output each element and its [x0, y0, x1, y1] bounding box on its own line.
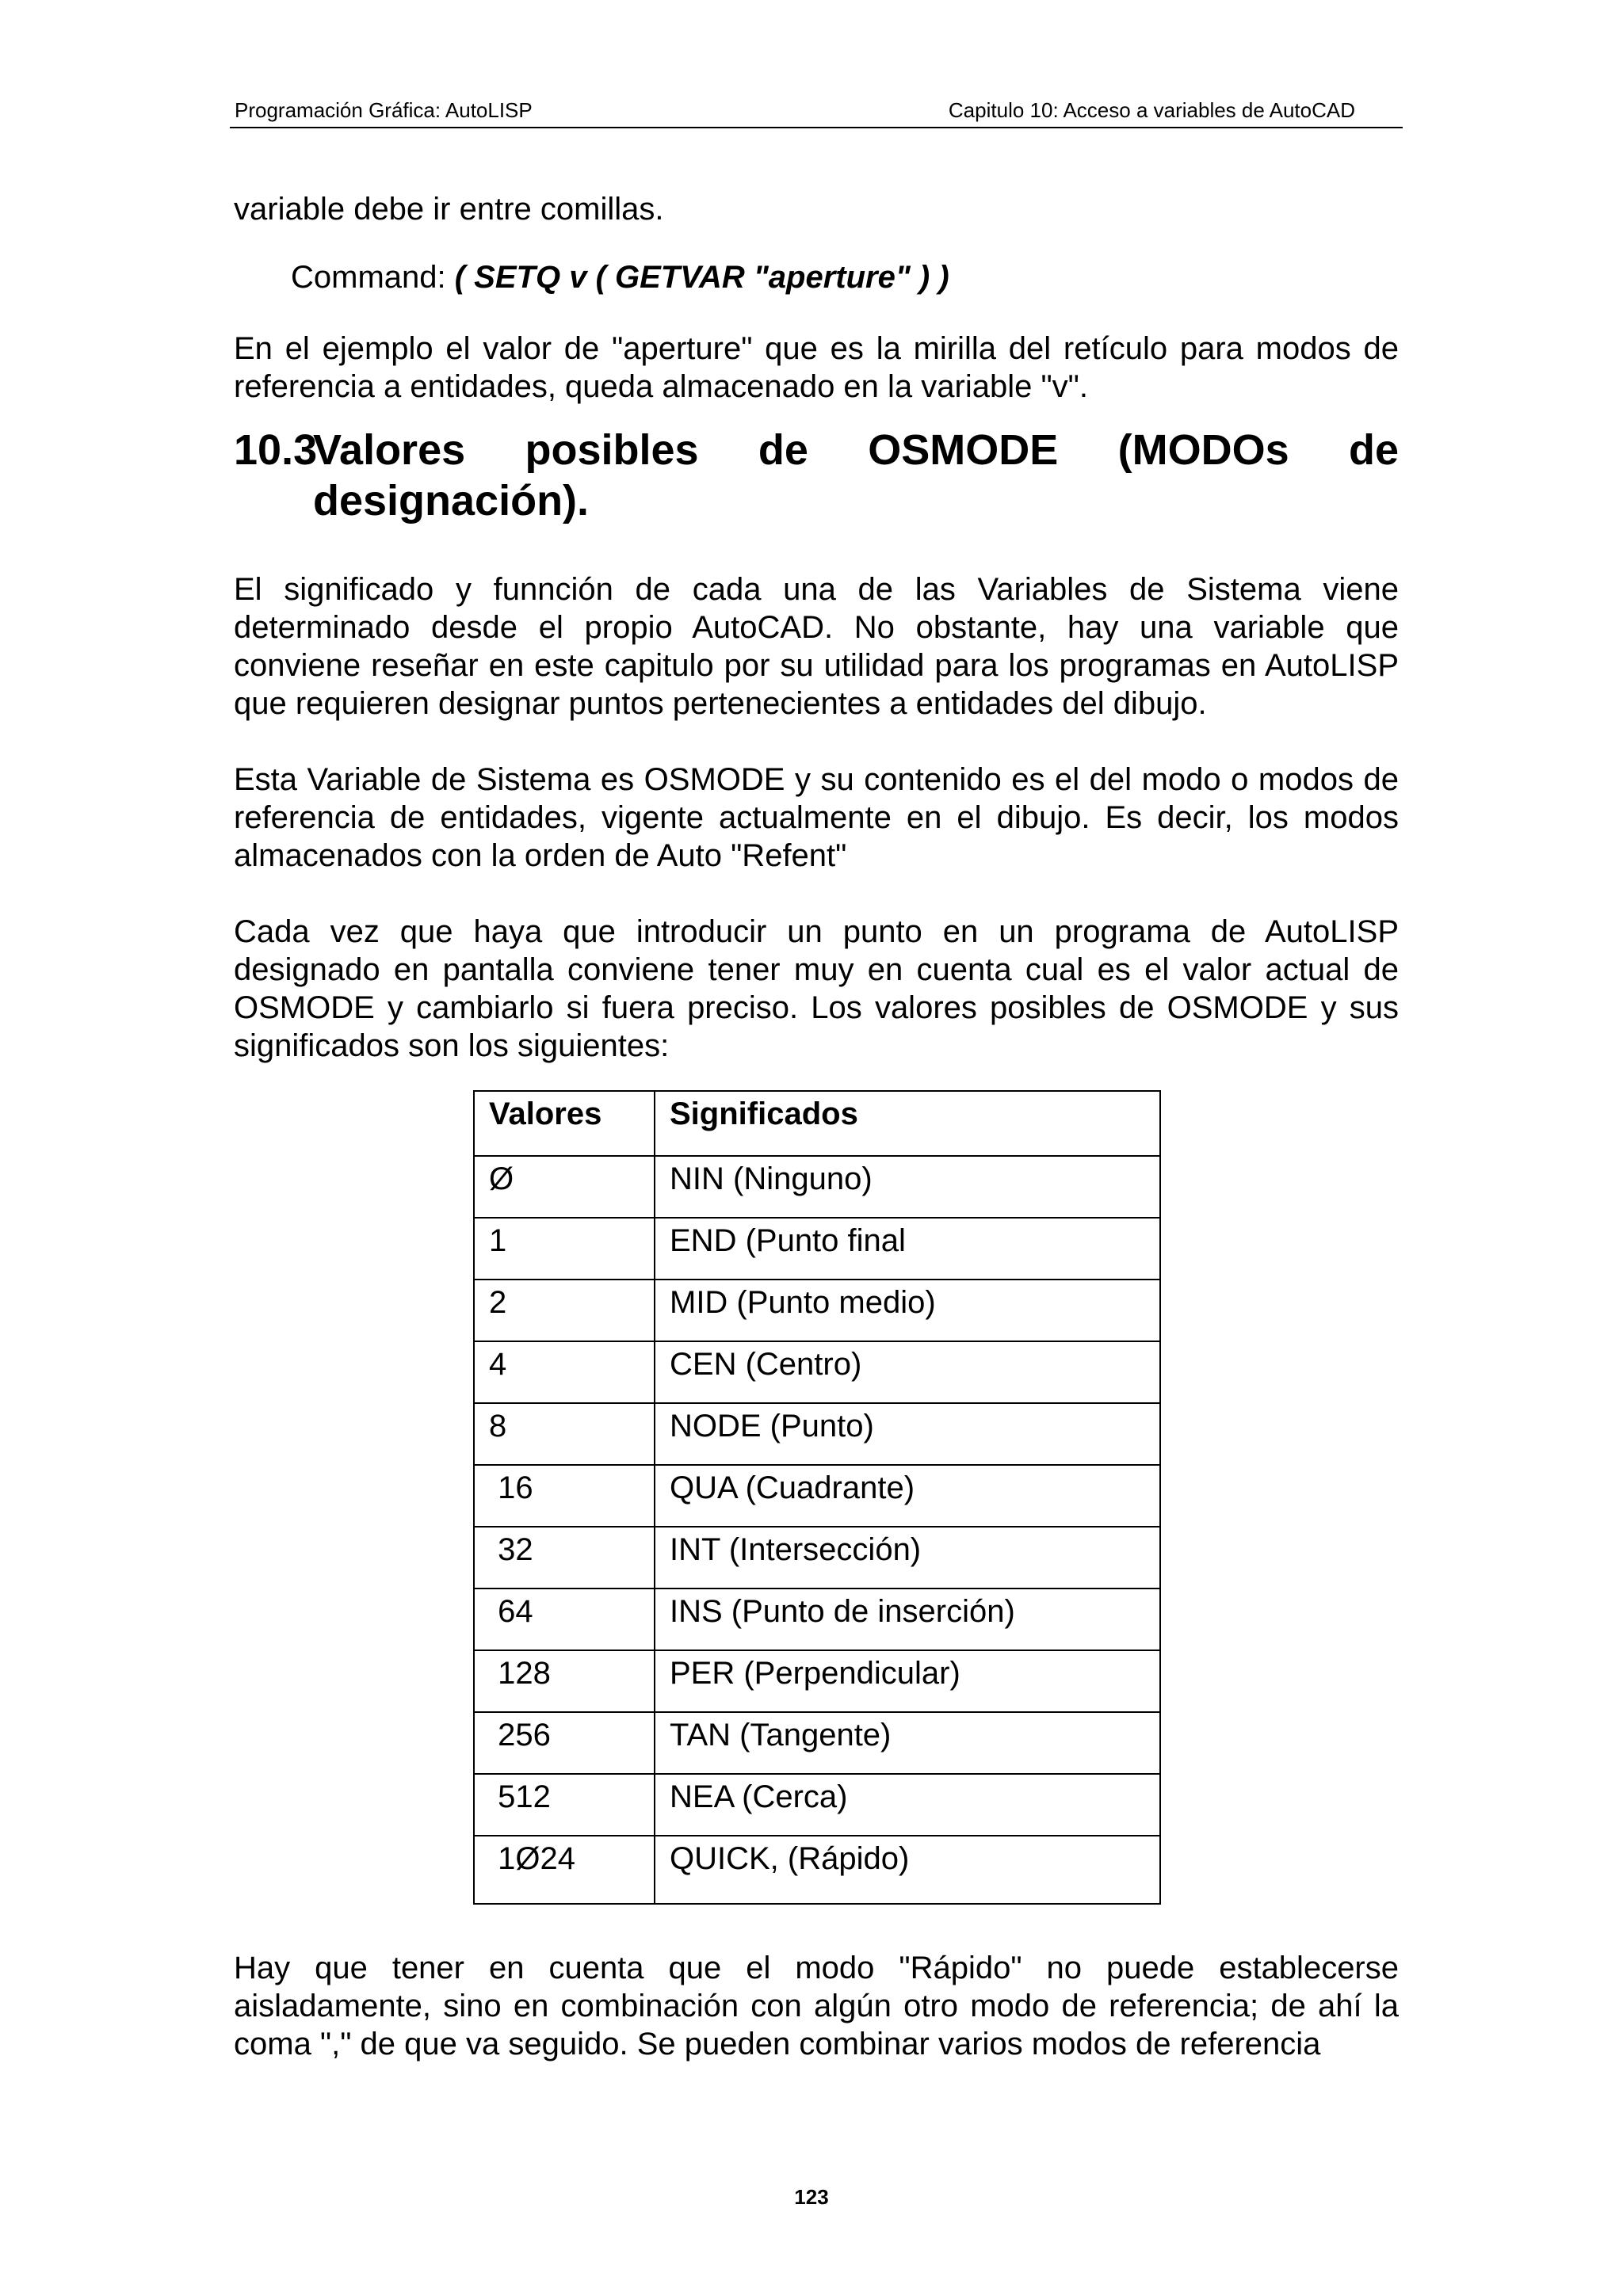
paragraph-3: Cada vez que haya que introducir un punto en un programa de AutoLISP designado en pantalla conviene tener muy en cuenta cual es el valor actual de OSMODE y cambiarlo si fuera preciso. Los valores posibles de OSMODE y sus significados son los siguientes: — [234, 914, 1399, 1063]
table-cell-value: 512 — [474, 1774, 655, 1836]
table-cell-value: 4 — [474, 1341, 655, 1403]
column-header-significados: Significados — [655, 1091, 1160, 1156]
table-cell-meaning: CEN (Centro) — [655, 1341, 1160, 1403]
example-explanation: En el ejemplo el valor de "aperture" que es la mirilla del retículo para modos de referencia a entidades, queda almacenado en la variable "v". — [234, 331, 1399, 404]
table-row — [474, 1774, 1160, 1836]
table-cell-meaning: END (Punto final — [655, 1218, 1160, 1280]
table-cell-value: 128 — [474, 1650, 655, 1712]
table-row — [474, 1589, 1160, 1650]
section-number: 10.3 — [234, 426, 318, 474]
table-row — [474, 1156, 1160, 1218]
table-cell-value: 1Ø24 — [474, 1836, 655, 1904]
table-cell-value: 2 — [474, 1280, 655, 1341]
header-left: Programación Gráfica: AutoLISP — [235, 98, 533, 122]
table-cell-meaning: NIN (Ninguno) — [655, 1156, 1160, 1218]
table-cell-meaning: QUICK, (Rápido) — [655, 1836, 1160, 1904]
table-row — [474, 1280, 1160, 1341]
table-cell-meaning: PER (Perpendicular) — [655, 1650, 1160, 1712]
table-cell-meaning: MID (Punto medio) — [655, 1280, 1160, 1341]
table-cell-meaning: NODE (Punto) — [655, 1403, 1160, 1465]
intro-text: variable debe ir entre comillas. — [234, 192, 664, 227]
command-example — [291, 258, 1399, 296]
page-content — [234, 190, 1399, 2063]
table-cell-value: Ø — [474, 1156, 655, 1218]
table-cell-meaning: INS (Punto de inserción) — [655, 1589, 1160, 1650]
table-header-row — [474, 1091, 1160, 1156]
table-row — [474, 1527, 1160, 1589]
table-cell-meaning: QUA (Cuadrante) — [655, 1465, 1160, 1527]
table-row — [474, 1218, 1160, 1280]
section-title-line1: Valores posibles de OSMODE (MODOs de — [313, 426, 1399, 474]
table-row — [474, 1836, 1160, 1904]
paragraph-2: Esta Variable de Sistema es OSMODE y su contenido es el del modo o modos de referencia de entidades, vigente actualmente en el dibujo. Es decir, los modos almacenados con la orden de Auto "Refent" — [234, 762, 1399, 873]
section-heading — [234, 425, 1399, 526]
command-code: ( SETQ v ( GETVAR "aperture" ) ) — [454, 260, 949, 295]
table-cell-meaning: NEA (Cerca) — [655, 1774, 1160, 1836]
page-header — [230, 95, 1403, 128]
paragraph-1: El significado y funnción de cada una de las Variables de Sistema viene determinado desde el propio AutoCAD. No obstante, hay una variable que conviene reseñar en este capitulo por su utilidad para los programas en AutoLISP que requieren designar puntos pertenecientes a entidades del dibujo. — [234, 572, 1399, 721]
table-cell-value: 32 — [474, 1527, 655, 1589]
table-cell-value: 16 — [474, 1465, 655, 1527]
table-row — [474, 1341, 1160, 1403]
table-row — [474, 1403, 1160, 1465]
header-right: Capitulo 10: Acceso a variables de AutoCAD — [948, 98, 1355, 122]
command-prefix: Command: — [291, 260, 455, 295]
page-number: 123 — [794, 2185, 829, 2209]
table-cell-value: 64 — [474, 1589, 655, 1650]
table-cell-meaning: TAN (Tangente) — [655, 1712, 1160, 1774]
column-header-valores: Valores — [474, 1091, 655, 1156]
table-row — [474, 1465, 1160, 1527]
osmode-table — [473, 1090, 1161, 1905]
table-row — [474, 1650, 1160, 1712]
table-cell-meaning: INT (Intersección) — [655, 1527, 1160, 1589]
table-cell-value: 1 — [474, 1218, 655, 1280]
table-row — [474, 1712, 1160, 1774]
paragraph-after-table: Hay que tener en cuenta que el modo "Rápido" no puede establecerse aisladamente, sino en combinación con algún otro modo de referencia; de ahí la coma "," de que va seguido. Se pueden combinar varios modos de referencia — [234, 1951, 1399, 2061]
table-cell-value: 8 — [474, 1403, 655, 1465]
table-cell-value: 256 — [474, 1712, 655, 1774]
section-title-line2: designación). — [313, 477, 590, 524]
